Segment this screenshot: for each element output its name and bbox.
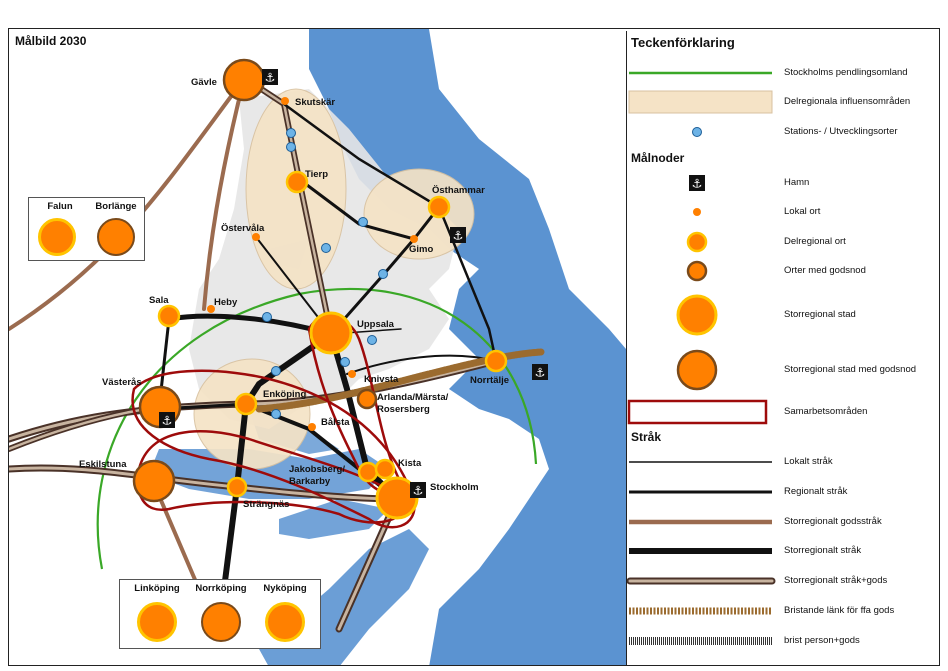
- falun-node: [38, 218, 76, 256]
- label-norrtalje: Norrtälje: [470, 375, 510, 386]
- svg-text:⚓: ⚓: [412, 483, 424, 498]
- legend-label: Delregional ort: [784, 236, 846, 247]
- label-arlanda-2: Rosersberg: [377, 404, 430, 415]
- legend-label: Hamn: [784, 177, 810, 188]
- anchor-icon: ⚓: [691, 176, 703, 191]
- legend-row-godsstrak: [627, 509, 940, 535]
- label-osthammar: Östhammar: [432, 185, 485, 196]
- label-vasteras: Västerås: [102, 377, 142, 388]
- legend-row-storregional-gods: [627, 357, 940, 383]
- svg-text:⚓: ⚓: [264, 70, 276, 85]
- inset-label-norrkoping: Norrköping: [195, 583, 247, 594]
- label-arlanda-1: Arlanda/Märsta/: [377, 392, 449, 403]
- legend-row-godsnod: [627, 258, 940, 284]
- legend-row-storregionalt-strak: [627, 538, 940, 564]
- legend-row-regionalt-strak: [627, 479, 940, 505]
- borlange-node: [97, 218, 135, 256]
- label-jakobsberg-2: Barkarby: [289, 476, 331, 487]
- label-jakobsberg-1: Jakobsberg/: [289, 464, 345, 475]
- map-frame: [8, 28, 940, 666]
- label-enkoping: Enköping: [263, 389, 307, 400]
- legend-label: Storregional stad: [784, 309, 856, 320]
- inset-west: [28, 197, 145, 261]
- legend-label: Lokal ort: [784, 206, 821, 217]
- legend-row-influens: [627, 89, 940, 115]
- label-tierp: Tierp: [305, 169, 329, 180]
- legend-label: Stations- / Utvecklingsorter: [784, 126, 898, 137]
- inset-south: [119, 579, 321, 649]
- legend-label: Storregionalt stråk: [784, 545, 862, 556]
- legend-row-lokal-ort: [627, 199, 940, 225]
- legend-section-routes: Stråk: [631, 430, 662, 444]
- label-uppsala: Uppsala: [357, 319, 394, 330]
- legend-row-delregional: [627, 229, 940, 255]
- legend-row-brist-person: [627, 628, 940, 654]
- label-balsta: Bålsta: [321, 417, 350, 428]
- legend-row-pendling: [627, 60, 940, 86]
- legend-label: Lokalt stråk: [784, 456, 833, 467]
- linkoping-node: [137, 602, 177, 642]
- label-gavle: Gävle: [191, 77, 217, 88]
- label-eskilstuna: Eskilstuna: [79, 459, 127, 470]
- legend-row-station: [627, 119, 940, 145]
- legend-row-storregional: [627, 302, 940, 328]
- legend-label: Delregionala influensområden: [784, 96, 911, 107]
- label-strangnas: Strängnäs: [243, 499, 290, 510]
- legend-label: brist person+gods: [784, 635, 860, 646]
- label-skutskar: Skutskär: [295, 97, 336, 108]
- legend-row-bristande: [627, 598, 940, 624]
- legend-label: Storregionalt godsstråk: [784, 516, 882, 527]
- nykoping-node: [265, 602, 305, 642]
- inset-label-linkoping: Linköping: [134, 583, 180, 594]
- legend-panel: [626, 31, 939, 665]
- label-stockholm: Stockholm: [430, 482, 479, 493]
- label-sala: Sala: [149, 295, 169, 306]
- svg-text:⚓: ⚓: [452, 228, 464, 243]
- legend-row-lokalt-strak: [627, 449, 940, 475]
- inset-label-nykoping: Nyköping: [263, 583, 307, 594]
- legend-label: Samarbetsområden: [784, 406, 868, 417]
- svg-text:⚓: ⚓: [161, 413, 173, 428]
- label-kista: Kista: [398, 458, 422, 469]
- arlanda-node: [358, 390, 376, 408]
- label-ostervala: Östervåla: [221, 223, 265, 234]
- norrkoping-node: [201, 602, 241, 642]
- label-gimo: Gimo: [409, 244, 434, 255]
- legend-row-samarbete: [627, 399, 940, 425]
- legend-label: Storregional stad med godsnod: [784, 364, 917, 375]
- map-title: Målbild 2030: [15, 34, 87, 48]
- legend-label: Regionalt stråk: [784, 486, 848, 497]
- legend-row-strak-gods: [627, 568, 940, 594]
- svg-text:⚓: ⚓: [534, 365, 546, 380]
- legend-label: Orter med godsnod: [784, 265, 866, 276]
- legend-title: Teckenförklaring: [631, 35, 735, 50]
- legend-label: Bristande länk för ffa gods: [784, 605, 895, 616]
- legend-row-hamn: [627, 170, 940, 196]
- label-heby: Heby: [214, 297, 238, 308]
- legend-label: Stockholms pendlingsomland: [784, 67, 908, 78]
- inset-label-borlange: Borlänge: [95, 201, 137, 212]
- label-knivsta: Knivsta: [364, 374, 399, 385]
- legend-section-nodes: Målnoder: [631, 151, 685, 165]
- legend-label: Storregionalt stråk+gods: [784, 575, 888, 586]
- inset-label-falun: Falun: [47, 201, 73, 212]
